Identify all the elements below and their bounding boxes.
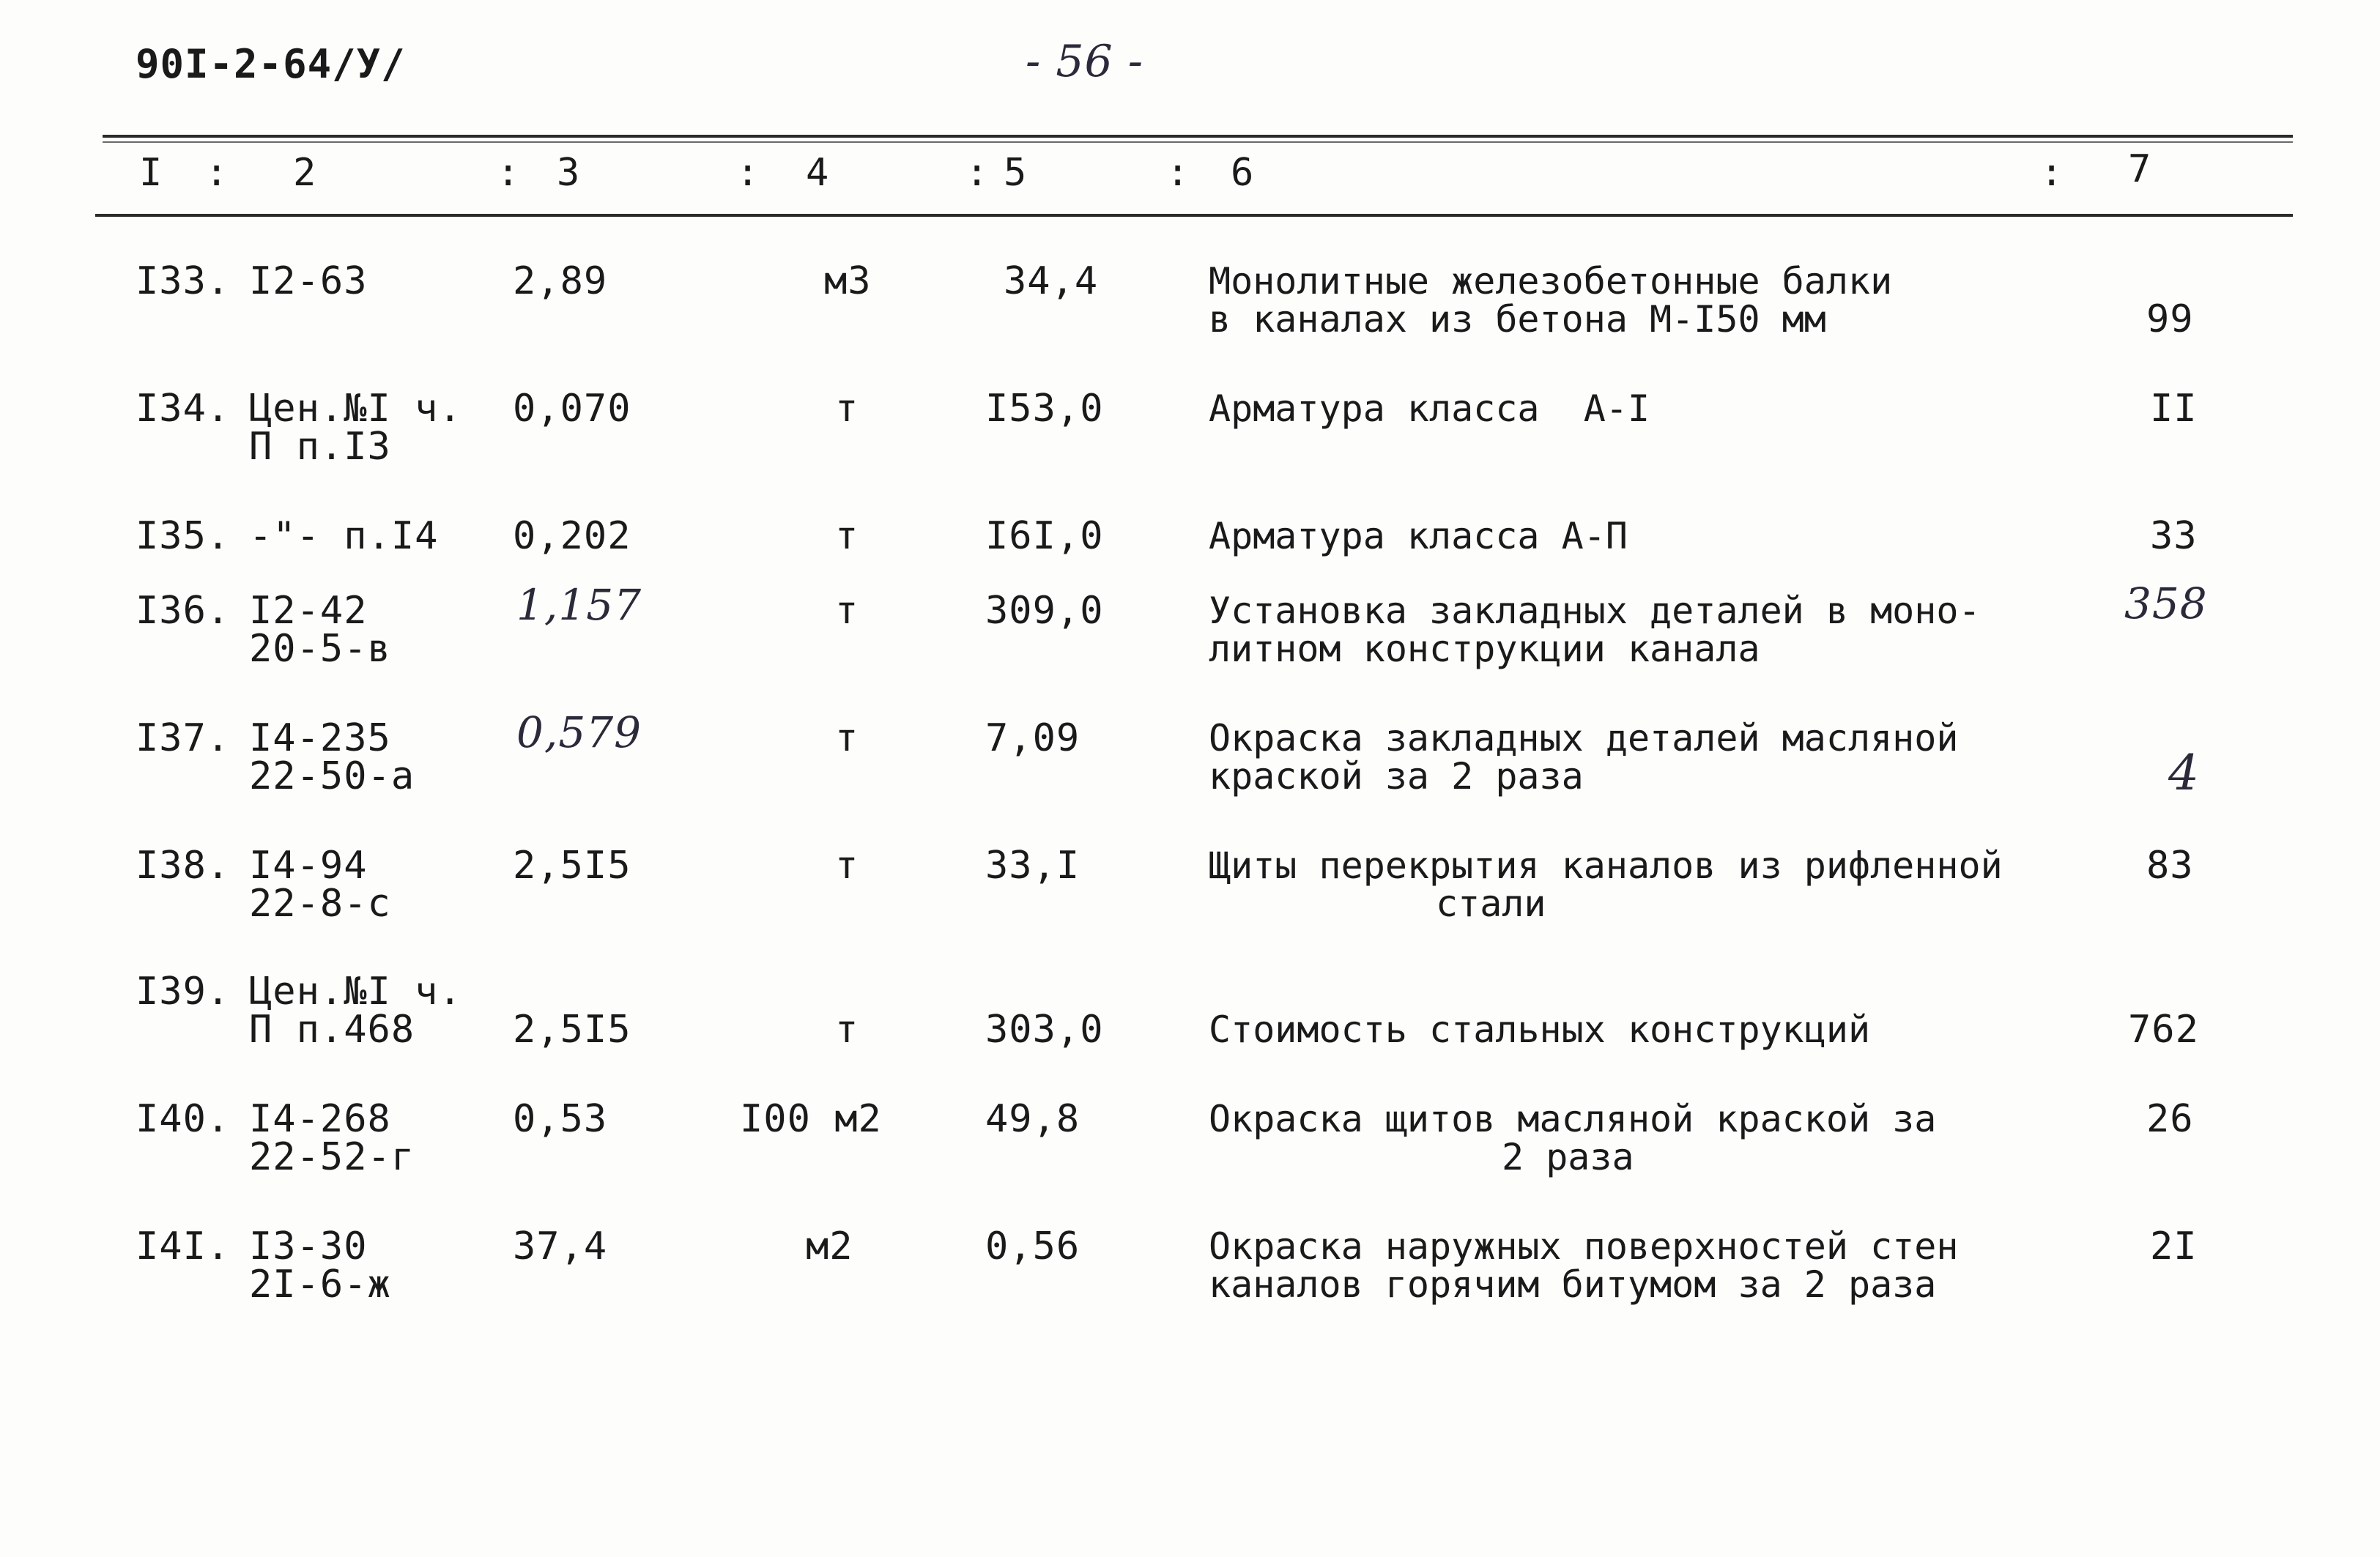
row-description — [1209, 1227, 1959, 1304]
row-description-line2: литном конструкции канала — [1209, 628, 1760, 670]
row-description — [1209, 1008, 1871, 1051]
row-ref: I2-42 — [249, 589, 368, 633]
row-description-line1: Окраска закладных деталей масляной — [1209, 717, 1959, 759]
col-header-6: 6 — [1231, 151, 1255, 195]
col-sep: : — [736, 151, 760, 195]
row-total: 762 — [2128, 1008, 2199, 1052]
row-unit: I00 м2 — [740, 1097, 882, 1141]
row-description — [1209, 717, 1959, 798]
row-price: 303,0 — [985, 1008, 1104, 1052]
row-description-line2: стали — [1436, 882, 1546, 925]
table-top-rule — [103, 135, 2293, 138]
row-ref-line2: 22-52-г — [249, 1135, 415, 1179]
row-qty: 0,53 — [513, 1097, 608, 1141]
row-description — [1209, 1100, 1936, 1176]
row-number: I38. — [136, 844, 231, 888]
row-description-line1: Арматура класса А-П — [1209, 515, 1628, 557]
row-number: I39. — [136, 970, 231, 1014]
document-code: 90I-2-64/У/ — [136, 41, 406, 87]
col-sep: : — [497, 151, 521, 195]
row-ref: I3-30 — [249, 1225, 368, 1268]
row-unit: т — [835, 514, 859, 558]
row-ref-line2: 2I-6-ж — [249, 1263, 391, 1307]
row-price: 7,09 — [985, 716, 1080, 760]
col-header-5: 5 — [1004, 151, 1028, 195]
col-header-7: 7 — [2128, 147, 2152, 191]
row-ref-line2: П п.I3 — [249, 425, 391, 469]
row-total: 99 — [2146, 297, 2194, 341]
row-total: 2I — [2150, 1225, 2198, 1268]
row-description-line1: Окраска щитов масляной краской за — [1209, 1098, 1937, 1140]
row-description-line1: Установка закладных деталей в моно- — [1209, 590, 1981, 632]
row-unit: м2 — [806, 1225, 853, 1268]
row-description-line2: краской за 2 раза — [1209, 755, 1584, 798]
row-total: 26 — [2146, 1097, 2194, 1141]
row-qty: 37,4 — [513, 1225, 608, 1268]
row-total-handwritten: 4 — [2168, 745, 2200, 801]
row-description — [1209, 387, 1650, 430]
row-description-line1: Стоимость стальных конструкций — [1209, 1008, 1871, 1051]
table-top-rule-2 — [103, 141, 2293, 143]
row-ref: -"- п.I4 — [249, 514, 439, 558]
row-number: I35. — [136, 514, 231, 558]
page-number: - 56 - — [1026, 36, 1144, 87]
row-qty: 0,202 — [513, 514, 631, 558]
row-unit: т — [835, 716, 859, 760]
col-sep: : — [205, 151, 229, 195]
col-header-4: 4 — [806, 151, 830, 195]
row-qty-handwritten: 1,157 — [516, 580, 642, 630]
row-price: 309,0 — [985, 589, 1104, 633]
row-total: II — [2150, 387, 2198, 431]
row-number: I40. — [136, 1097, 231, 1141]
row-ref: Цен.№I ч. — [249, 387, 462, 431]
row-qty: 2,5I5 — [513, 844, 631, 888]
row-total: 83 — [2146, 844, 2194, 888]
col-header-2: 2 — [293, 151, 317, 195]
row-description-line1: Арматура класса А-I — [1209, 387, 1650, 430]
row-price: 0,56 — [985, 1225, 1080, 1268]
row-qty-handwritten: 0,579 — [516, 707, 642, 757]
row-unit: т — [835, 589, 859, 633]
row-number: I36. — [136, 589, 231, 633]
col-sep: : — [2040, 151, 2064, 195]
row-unit: т — [835, 387, 859, 431]
row-ref: I4-94 — [249, 844, 368, 888]
row-description — [1209, 517, 1628, 555]
row-price: 34,4 — [1004, 259, 1099, 303]
row-description-line1: Монолитные железобетонные балки — [1209, 260, 1893, 302]
row-ref-line2: П п.468 — [249, 1008, 415, 1052]
row-price: 49,8 — [985, 1097, 1080, 1141]
row-price: 33,I — [985, 844, 1080, 888]
row-description-line2: каналов горячим битумом за 2 раза — [1209, 1263, 1937, 1306]
row-description — [1209, 260, 1893, 341]
row-price: I53,0 — [985, 387, 1104, 431]
row-ref: I4-268 — [249, 1097, 391, 1141]
row-ref-line2: 22-8-с — [249, 882, 391, 926]
header-bottom-rule — [95, 214, 2293, 217]
col-sep: : — [965, 151, 990, 195]
row-qty: 0,070 — [513, 387, 631, 431]
row-description — [1209, 844, 2003, 925]
row-unit: т — [835, 844, 859, 888]
row-ref: I2-63 — [249, 259, 368, 303]
row-number: I4I. — [136, 1225, 231, 1268]
row-number: I33. — [136, 259, 231, 303]
row-description-line2: в каналах из бетона М-I50 мм — [1209, 298, 1826, 341]
row-ref-line2: 20-5-в — [249, 627, 391, 671]
row-ref-line2: 22-50-а — [249, 754, 415, 798]
row-qty: 2,89 — [513, 259, 608, 303]
row-qty: 2,5I5 — [513, 1008, 631, 1052]
row-number: I34. — [136, 387, 231, 431]
row-price: I6I,0 — [985, 514, 1104, 558]
col-header-3: 3 — [557, 151, 581, 195]
row-number: I37. — [136, 716, 231, 760]
row-unit: т — [835, 1008, 859, 1052]
col-sep: : — [1166, 151, 1190, 195]
row-description-line2: 2 раза — [1502, 1136, 1634, 1178]
row-ref: Цен.№I ч. — [249, 970, 462, 1014]
row-total-handwritten: 358 — [2124, 579, 2208, 628]
row-unit: м3 — [824, 259, 872, 303]
row-ref: I4-235 — [249, 716, 391, 760]
row-total: 33 — [2150, 514, 2198, 558]
col-header-1: I — [139, 151, 163, 195]
row-description-line1: Окраска наружных поверхностей стен — [1209, 1225, 1959, 1268]
row-description-line1: Щиты перекрытия каналов из рифленной — [1209, 844, 2003, 887]
row-description — [1209, 592, 1981, 668]
